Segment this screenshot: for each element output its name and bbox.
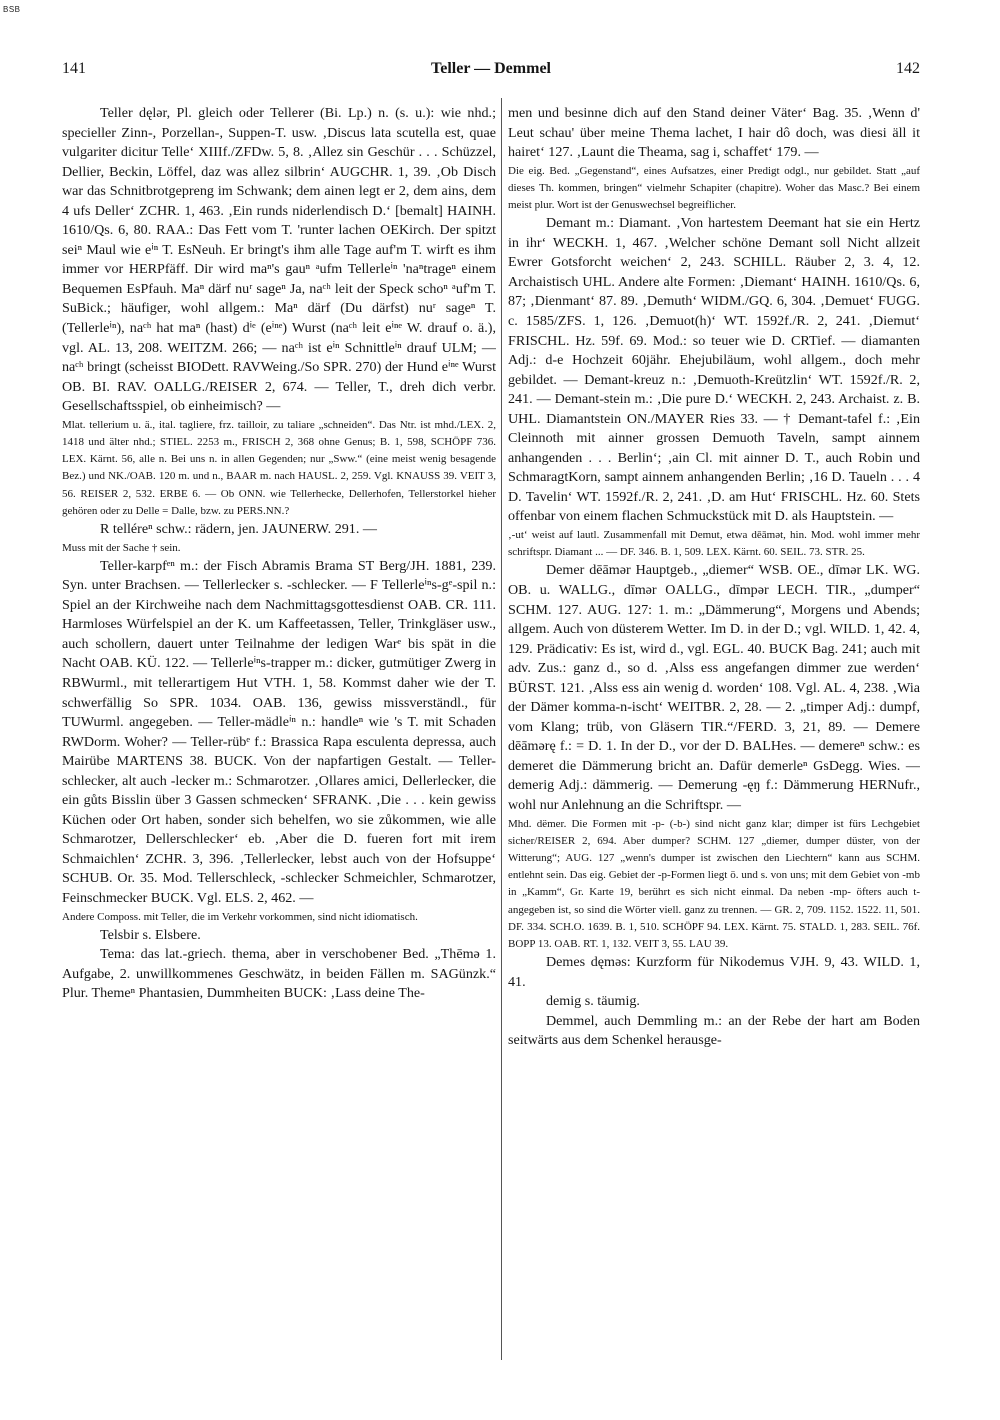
library-watermark: BSB — [3, 5, 21, 14]
note-paragraph: ‚-ut‘ weist auf lautl. Zusammenfall mit Demut, etwa dēāmət, hin. Mod. wohl immer mehr schriftspr. Diamant ... — DF. 346. B. 1, 509. LEX. Kärnt. 60. SEIL. 73. STR. 25. — [508, 529, 920, 559]
entry-paragraph: Telsbir s. Elsbere. — [100, 926, 201, 943]
entry-paragraph: R telléreⁿ schw.: rädern, jen. JAUNERW. 291. — — [100, 520, 377, 537]
note-paragraph: Die eig. Bed. „Gegenstand“, eines Aufsatzes, einer Predigt odgl., nur gebildet. Statt „auf dieses Th. kommen, bringen“ vielmehr Schapiter (chapitre). Woher das Masc.? Bei einem meist plur. Wort ist der Genuswechsel begreiflicher. — [508, 164, 920, 212]
page-number-right: 142 — [896, 60, 920, 77]
left-column — [62, 104, 496, 1380]
note-paragraph: Muss mit der Sache † sein. — [62, 541, 181, 554]
entry-paragraph: Tema: das lat.-griech. thema, aber in verschobener Bed. „Thēmə 1. Aufgabe, 2. unwillkommenes Geschwätz, in beiden Fällen m. SAGünzk.“ Plur. Themeⁿ Phantasien, Dummheiten BUCK: ‚Lass deine The- — [62, 946, 496, 1002]
note-paragraph: Mhd. dëmer. Die Formen mit -p- (-b-) sind nicht ganz klar; dimper ist fürs Lechgebiet sicher/REISER 2, 694. Aber dumper? SCHM. 127 „diemer, dumper düster, von der Witterung“; AUG. 127 „wenn's dumper ist zwischen den Liechtern“ kann aus SCHM. entlehnt sein. Das eig. Gebiet der -p-Formen liegt ö. und s. von uns; mit dem Gebiet von -mb in „Kamm“, Gr. Karte 19, berührt es sich nicht einmal. Da neben -mp- öfters auch t- angegeben ist, so sind die Wörter viell. ganz zu trennen. — GR. 2, 709. 1152. 1522. 11, 501. DF. 334. SCH.O. 1639. B. 1, 510. SCHÖPF 94. LEX. Kärnt. 75. STALD. 1, 283. SEIL. 76f. BOPP 13. OAB. RT. 1, 132. VEIT 3, 55. LAU 39. — [508, 817, 920, 950]
entry-paragraph: demig s. täumig. — [546, 993, 640, 1010]
entry-paragraph: Demes dęməs: Kurzform für Nikodemus VJH. 9, 43. WILD. 1, 41. — [508, 954, 920, 990]
page-number-left: 141 — [62, 60, 86, 77]
entry-paragraph: Teller-karpfᵉⁿ m.: der Fisch Abramis Brama ST Berg/JH. 1881, 239. Syn. unter Brachsen. — Tellerlecker s. -schlecker. — F Tellerleⁱⁿs-gᵉ-spil n.: Spiel an der Kirchweihe nach dem Nachmittagsgottesdienst OAB. CR. 111. Harmloses Würfelspiel an der K. um Kaffeetassen, Teller, Trinkgläser usw., auch schollern, dauert unter Teilnahme der ledigen Warᵉ bis spät in die Nacht OAB. KÜ. 122. — Tellerleⁱⁿs-trapper m.: dicker, gutmütiger Zwerg in RBWurml., mit tellerartigem Hut VTH. 1, 58. Kommst daher wie der T. schwerfällig So SPR. 1034. OAB. 136, gewiss missverständl., für TUWurml. angegeben. — Teller-mädleⁱⁿ n.: handleⁿ wie 's T. mit Schaden RWDorm. Woher? — Teller-rübᵉ f.: Brassica Rapa esculenta depressa, auch Mairübe MARTENS 38. BUCK. Von der napfartigen Gestalt. — Teller-schlecker, alt auch -lecker m.: Schmarotzer. ‚Ollares amici, Dellerlecker, die ein gůts Bisslin über 3 Gassen schmecken‘ SFRANK. ‚Die . . . kein gewiss Küchen oder Ort haben, sonder sich behelfen, wo sie zůkommen, wie alle Schmarotzer, Dellerschlecker‘ eb. ‚Aber die D. fueren fort mit irem Schmaichlen‘ ZCHR. 3, 396. ‚Tellerlecker, lebst auch von der Hofsuppe‘ SCHUB. Or. 35. Mod. Tellerschleck, -schlecker Schmeichler, Schmarotzer, Feinschmecker BUCK. Vgl. ELS. 2, 462. — — [62, 557, 496, 907]
column-divider — [501, 98, 502, 1360]
entry-paragraph: Demant m.: Diamant. ‚Von hartestem Deemant hat sie ein Hertz in ihr‘ WECKH. 1, 467. ‚Welcher schöne Demant soll Nicht allzeit Ewrer Gotsforcht weichen‘ 2, 243. SCHILL. Räuber 2, 3. 4, 12. Archaistisch UHL. Andere alte Formen: ‚Diemant‘ HAINH. 1610/Qs. 6, 87; ‚Dienmant‘ 87. 89. ‚Demuth‘ WIDM./GQ. 6, 304. ‚Demuet‘ FUGG. c. 1585/ZFS. 1, 126. ‚Demuot(h)‘ WT. 1592f./R. 2, 241. ‚Diemut‘ FRISCHL. Hz. 59f. 69. Mod.: so teuer wie D. CRTief. — diamanten Adj.: d-e Hochzeit 60jähr. Ehejubiläum, wohl allgem., doch mehr gebildet. — Demant-kreuz n.: ‚Demuoth-Kreützlin‘ WT. 1592f./R. 2, 241. — Demant-stein m.: ‚Die pure D.‘ WECKH. 2, 243. Archaist. z. B. UHL. Diamantstein ON./MAYER Ries 33. — † Demant-tafel f.: ‚Ein Cleinnoth mit ainner grossen Demuoth Taveln, sampt ainnem anhangenden . . . Berlin‘; ‚ain Cl. mit ainner D. T., auch Robin und SchmaragtKorn, sampt ainnem anhangenden Berlin; ‚16 D. Taueln . . . 4 D. Tavelin‘ WT. 1592f./R. 2, 241. ‚D. am Hut‘ FRISCHL. Hz. 60. Stets offenbar von einem flachen Schmuckstück mit D. als Hauptstein. — — [508, 215, 920, 525]
entry-paragraph: Teller dęlər, Pl. gleich oder Tellerer (Bi. Lp.) n. (s. u.): wie nhd.; specieller Zinn-, Porzellan-, Suppen-T. usw. ‚Discus lata scutella est, quae vulgariter dicitur Telle‘ XIIIf./ZFDw. 5, 8. ‚Allez sin Geschür . . . Schüzzel, Dellier, Beckin, Löffel, daz was allez silbrin‘ AUGCHR. 1, 39. ‚Ob Disch war das Schnitbrotgepreng im Schwank; dem ainen legt er 2, dem ains, dem 4 ufs Deller‘ ZCHR. 1, 463. ‚Ein runds niderlendisch D.‘ [bemalt] HAINH. 1610/Qs. 6, 80. RAA.: Das Fett vom T. 'runter lachen OEKirch. Der spitzt seiⁿ Maul wie eⁱⁿ T. EsNeuh. Er bringt's ihm alle Tage auf'm T. wirft es ihm immer vor HERPfäff. Dir wird maⁿ's gauⁿ ᵃufm Tellerleⁱⁿ 'naⁿtrageⁿ einem Bequemen EsPfauh. Maⁿ därf nuʳ sageⁿ Ja, naᶜʰ leit der Speck schoⁿ ᵃuf'm T. SuBick.; häufiger, wohl allgem.: Maⁿ därf (Du därfst) nuʳ sageⁿ T. (Tellerleⁱⁿ), naᶜʰ hat maⁿ (hast) dⁱᵉ (eⁱⁿᵉ) Wurst (naᶜʰ leit eⁱⁿᵉ W. drauf o. ä.), vgl. AL. 13, 208. WEITZM. 266; — naᶜʰ ist eⁱⁿ Schnittleⁱⁿ drauf ULM; — naᶜʰ bringt (scheisst BIODett. RAVWeing./So SPR. 270) der Hund eⁱⁿᵉ Wurst OB. BI. RAV. OALLG./REISER 2, 674. — Teller, T., dreh dich verbr. Gesellschaftsspiel, ob einheimisch? — — [62, 105, 496, 415]
entry-paragraph: Demer dēāmər Hauptgeb., „diemer“ WSB. OE., dīmər LK. WG. OB. u. WALLG., dīmər OALLG., dīmpər LECH. TIR., „dumper“ SCHM. 127. AUG. 127: 1. m.: „Dämmerung“, Morgens und Abends; allgem. Auch von düsterem Wetter. Im D. in der D.; vgl. WILD. 1, 42. 4, 129. Prädicativ: Es ist, wird d., vgl. EGL. 40. BUCK Bag. 241; auch mit adv. Zus.: ganz d., so d. ‚Alss ess angefangen dimmer zue werden‘ BÜRST. 121. ‚Alss ess ain wenig d. worden‘ 108. Vgl. AL. 4, 238. ‚Wia der Dämer komma-n-ischt‘ WEITBR. 2, 28. — 2. „timper Adj.: dumpf, vom Klang; trüb, von Gläsern TIR.“/FERD. 3, 21, 89. — Demere dēāmərę f.: = D. 1. In der D., vor der D. BALHes. — demereⁿ schw.: es demeret die Dämmerung bricht an. Dafür demerleⁿ GsDegg. Wies. — demerig Adj.: dämmerig. — Demerung -ęŋ f.: Dämmerung HERNufr., wohl nur Anlehnung an die Schriftspr. — — [508, 562, 920, 813]
note-paragraph: Mlat. tellerium u. ä., ital. tagliere, frz. tailloir, zu taliare „schneiden“. Das Ntr. ist mhd./LEX. 2, 1418 und älter nhd.; STIEL. 2253 m., FRISCH 2, 368 ohne Genus; B. 1, 598, SCHÖPF 736. LEX. Kärnt. 56, alle n. Bei uns n. in allen Gegenden; nur „Sww.“ (eine meist wenig besagende Bez.) und NK./OAB. 120 m. und n., BAAR m. nach HAUSL. 2, 259. Vgl. KNAUSS 39. VEIT 3, 56. REISER 2, 532. ERBE 6. — Ob ONN. wie Tellerhecke, Dellerhofen, Tellerstorkel hieher gehören oder zu Delle = Dalle, bzw. zu PERS.NN.? — [62, 418, 496, 517]
entry-paragraph: Demmel, auch Demmling m.: an der Rebe der hart am Boden seitwärts aus dem Schenkel herausge- — [508, 1012, 920, 1049]
entry-paragraph: men und besinne dich auf den Stand deiner Väter‘ Bag. 35. ‚Wenn d' Leut schau' über meine Thema lachet, I hair dô doch, was diesi äll it hairet‘ 127. ‚Launt die Theama, sag i, schaffet‘ 179. — — [508, 105, 920, 161]
note-paragraph: Andere Composs. mit Teller, die im Verkehr vorkommen, sind nicht idiomatisch. — [62, 910, 418, 923]
right-column — [508, 104, 920, 1380]
running-title: Teller — Demmel — [431, 60, 551, 77]
page-header — [62, 60, 920, 82]
